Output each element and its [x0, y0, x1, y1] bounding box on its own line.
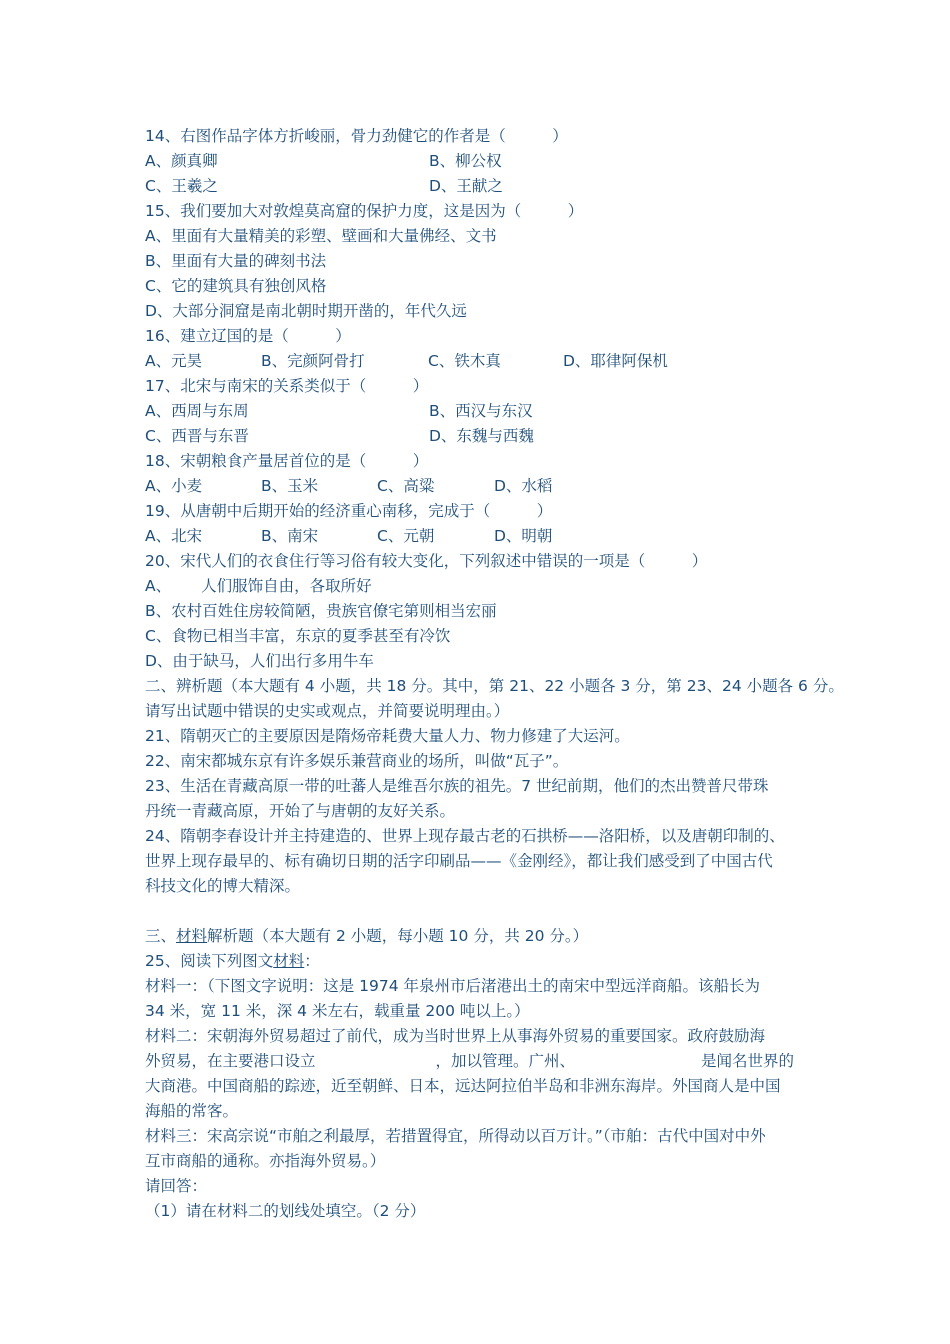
section-3-heading	[145, 924, 825, 949]
question-18-stem: 18、宋朝粮食产量居首位的是（ ）	[145, 452, 429, 470]
option-d: D、由于缺马，人们出行多用牛车	[145, 652, 374, 670]
option-b: B、南宋	[261, 527, 319, 545]
question-21: 21、隋朝灭亡的主要原因是隋炀帝耗费大量人力、物力修建了大运河。	[145, 727, 630, 745]
question-17-options-row2	[145, 424, 825, 449]
question-17-options-row1	[145, 399, 825, 424]
section-2-heading: 二、辨析题（本大题有 4 小题，共 18 分。其中，第 21、22 小题各 3 分，第 23、24 小题各 6 分。	[145, 677, 844, 695]
material-2-text-a: 外贸易，在主要港口设立	[145, 1052, 316, 1070]
spacer	[145, 899, 825, 924]
question-23-line2: 丹统一青藏高原，开始了与唐朝的友好关系。	[145, 802, 456, 820]
question-25-suffix: ：	[304, 952, 320, 970]
option-b: B、西汉与东汉	[429, 402, 533, 420]
section-3-underlined-word: 材料	[176, 927, 208, 945]
option-a	[145, 574, 825, 599]
option-d: D、明朝	[494, 527, 553, 545]
option-b: B、玉米	[261, 477, 319, 495]
option-c: C、铁木真	[428, 352, 501, 370]
question-17-stem: 17、北宋与南宋的关系类似于（ ）	[145, 377, 429, 395]
question-25-underlined-word: 材料	[273, 952, 305, 970]
question-14-options-row1	[145, 149, 825, 174]
section-2-instructions: 请写出试题中错误的史实或观点，并简要说明理由。）	[145, 702, 510, 720]
option-c: C、西晋与东晋	[145, 427, 249, 445]
material-2-line3: 大商港。中国商船的踪迹，近至朝鲜、日本，远达阿拉伯半岛和非洲东海岸。外国商人是中国	[145, 1077, 781, 1095]
option-c: C、高粱	[377, 477, 435, 495]
option-a: A、小麦	[145, 477, 203, 495]
option-d: D、水稻	[494, 477, 553, 495]
question-14-options-row2	[145, 174, 825, 199]
question-14-stem: 14、右图作品字体方折峻丽，骨力劲健它的作者是（ ）	[145, 127, 568, 145]
question-16-options	[145, 349, 825, 374]
section-3-rest: 解析题（本大题有 2 小题，每小题 10 分，共 20 分。）	[207, 927, 589, 945]
material-2-line2	[145, 1049, 825, 1074]
question-19-options	[145, 524, 825, 549]
question-25-prefix: 25、阅读下列图文	[145, 952, 274, 970]
option-a: A、西周与东周	[145, 402, 249, 420]
option-a-text: 人们服饰自由，各取所好	[201, 577, 372, 595]
question-16-stem: 16、建立辽国的是（ ）	[145, 327, 351, 345]
sub-question-1: （1）请在材料二的划线处填空。（2 分）	[145, 1202, 426, 1220]
option-a: A、颜真卿	[145, 152, 218, 170]
material-2-line4: 海船的常客。	[145, 1102, 239, 1120]
option-a: A、里面有大量精美的彩塑、壁画和大量佛经、文书	[145, 227, 497, 245]
question-24-line2: 世界上现存最早的、标有确切日期的活字印刷品——《金刚经》，都让我们感受到了中国古代	[145, 852, 773, 870]
option-b: B、完颜阿骨打	[261, 352, 365, 370]
material-3-line1: 材料三：宋高宗说“市舶之利最厚，若措置得宜，所得动以百万计。”（市舶：古代中国对中外	[145, 1127, 766, 1145]
question-24-line1: 24、隋朝李春设计并主持建造的、世界上现存最古老的石拱桥——洛阳桥，以及唐朝印制的、	[145, 827, 785, 845]
option-d: D、大部分洞窟是南北朝时期开凿的，年代久远	[145, 302, 467, 320]
question-22: 22、南宋都城东京有许多娱乐兼营商业的场所，叫做“瓦子”。	[145, 752, 569, 770]
option-d: D、耶律阿保机	[563, 352, 668, 370]
question-18-options	[145, 474, 825, 499]
material-1-line1: 材料一：（下图文字说明：这是 1974 年泉州市后渚港出土的南宋中型远洋商船。该船长为	[145, 977, 761, 995]
option-c: C、它的建筑具有独创风格	[145, 277, 327, 295]
question-15-stem: 15、我们要加大对敦煌莫高窟的保护力度，这是因为（ ）	[145, 202, 584, 220]
question-20-stem: 20、宋代人们的衣食住行等习俗有较大变化，下列叙述中错误的一项是（ ）	[145, 552, 708, 570]
option-c: C、元朝	[377, 527, 435, 545]
exam-content	[145, 124, 844, 1224]
option-d: D、王献之	[429, 177, 503, 195]
material-1-line2: 34 米，宽 11 米，深 4 米左右，载重量 200 吨以上。）	[145, 1002, 530, 1020]
option-c: C、王羲之	[145, 177, 218, 195]
material-2-text-b: ，加以管理。广州、	[435, 1052, 576, 1070]
section-3-prefix: 三、	[145, 927, 177, 945]
option-c: C、食物已相当丰富，东京的夏季甚至有冷饮	[145, 627, 451, 645]
option-b: B、柳公权	[429, 152, 502, 170]
question-19-stem: 19、从唐朝中后期开始的经济重心南移，完成于（ ）	[145, 502, 553, 520]
option-d: D、东魏与西魏	[429, 427, 534, 445]
option-b: B、农村百姓住房较简陋，贵族官僚宅第则相当宏丽	[145, 602, 497, 620]
question-23-line1: 23、生活在青藏高原一带的吐蕃人是维吾尔族的祖先。7 世纪前期，他们的杰出赞普尺带珠	[145, 777, 769, 795]
material-3-line2: 互市商船的通称。亦指海外贸易。）	[145, 1152, 386, 1170]
option-a-prefix: A、	[145, 577, 172, 595]
option-b: B、里面有大量的碑刻书法	[145, 252, 327, 270]
answer-prompt: 请回答：	[145, 1177, 208, 1195]
material-2-line1: 材料二：宋朝海外贸易超过了前代，成为当时世界上从事海外贸易的重要国家。政府鼓励海	[145, 1027, 766, 1045]
question-25-stem	[145, 949, 825, 974]
question-24-line3: 科技文化的博大精深。	[145, 877, 301, 895]
material-2-text-c: 是闻名世界的	[701, 1052, 795, 1070]
option-a: A、北宋	[145, 527, 203, 545]
option-a: A、元昊	[145, 352, 203, 370]
